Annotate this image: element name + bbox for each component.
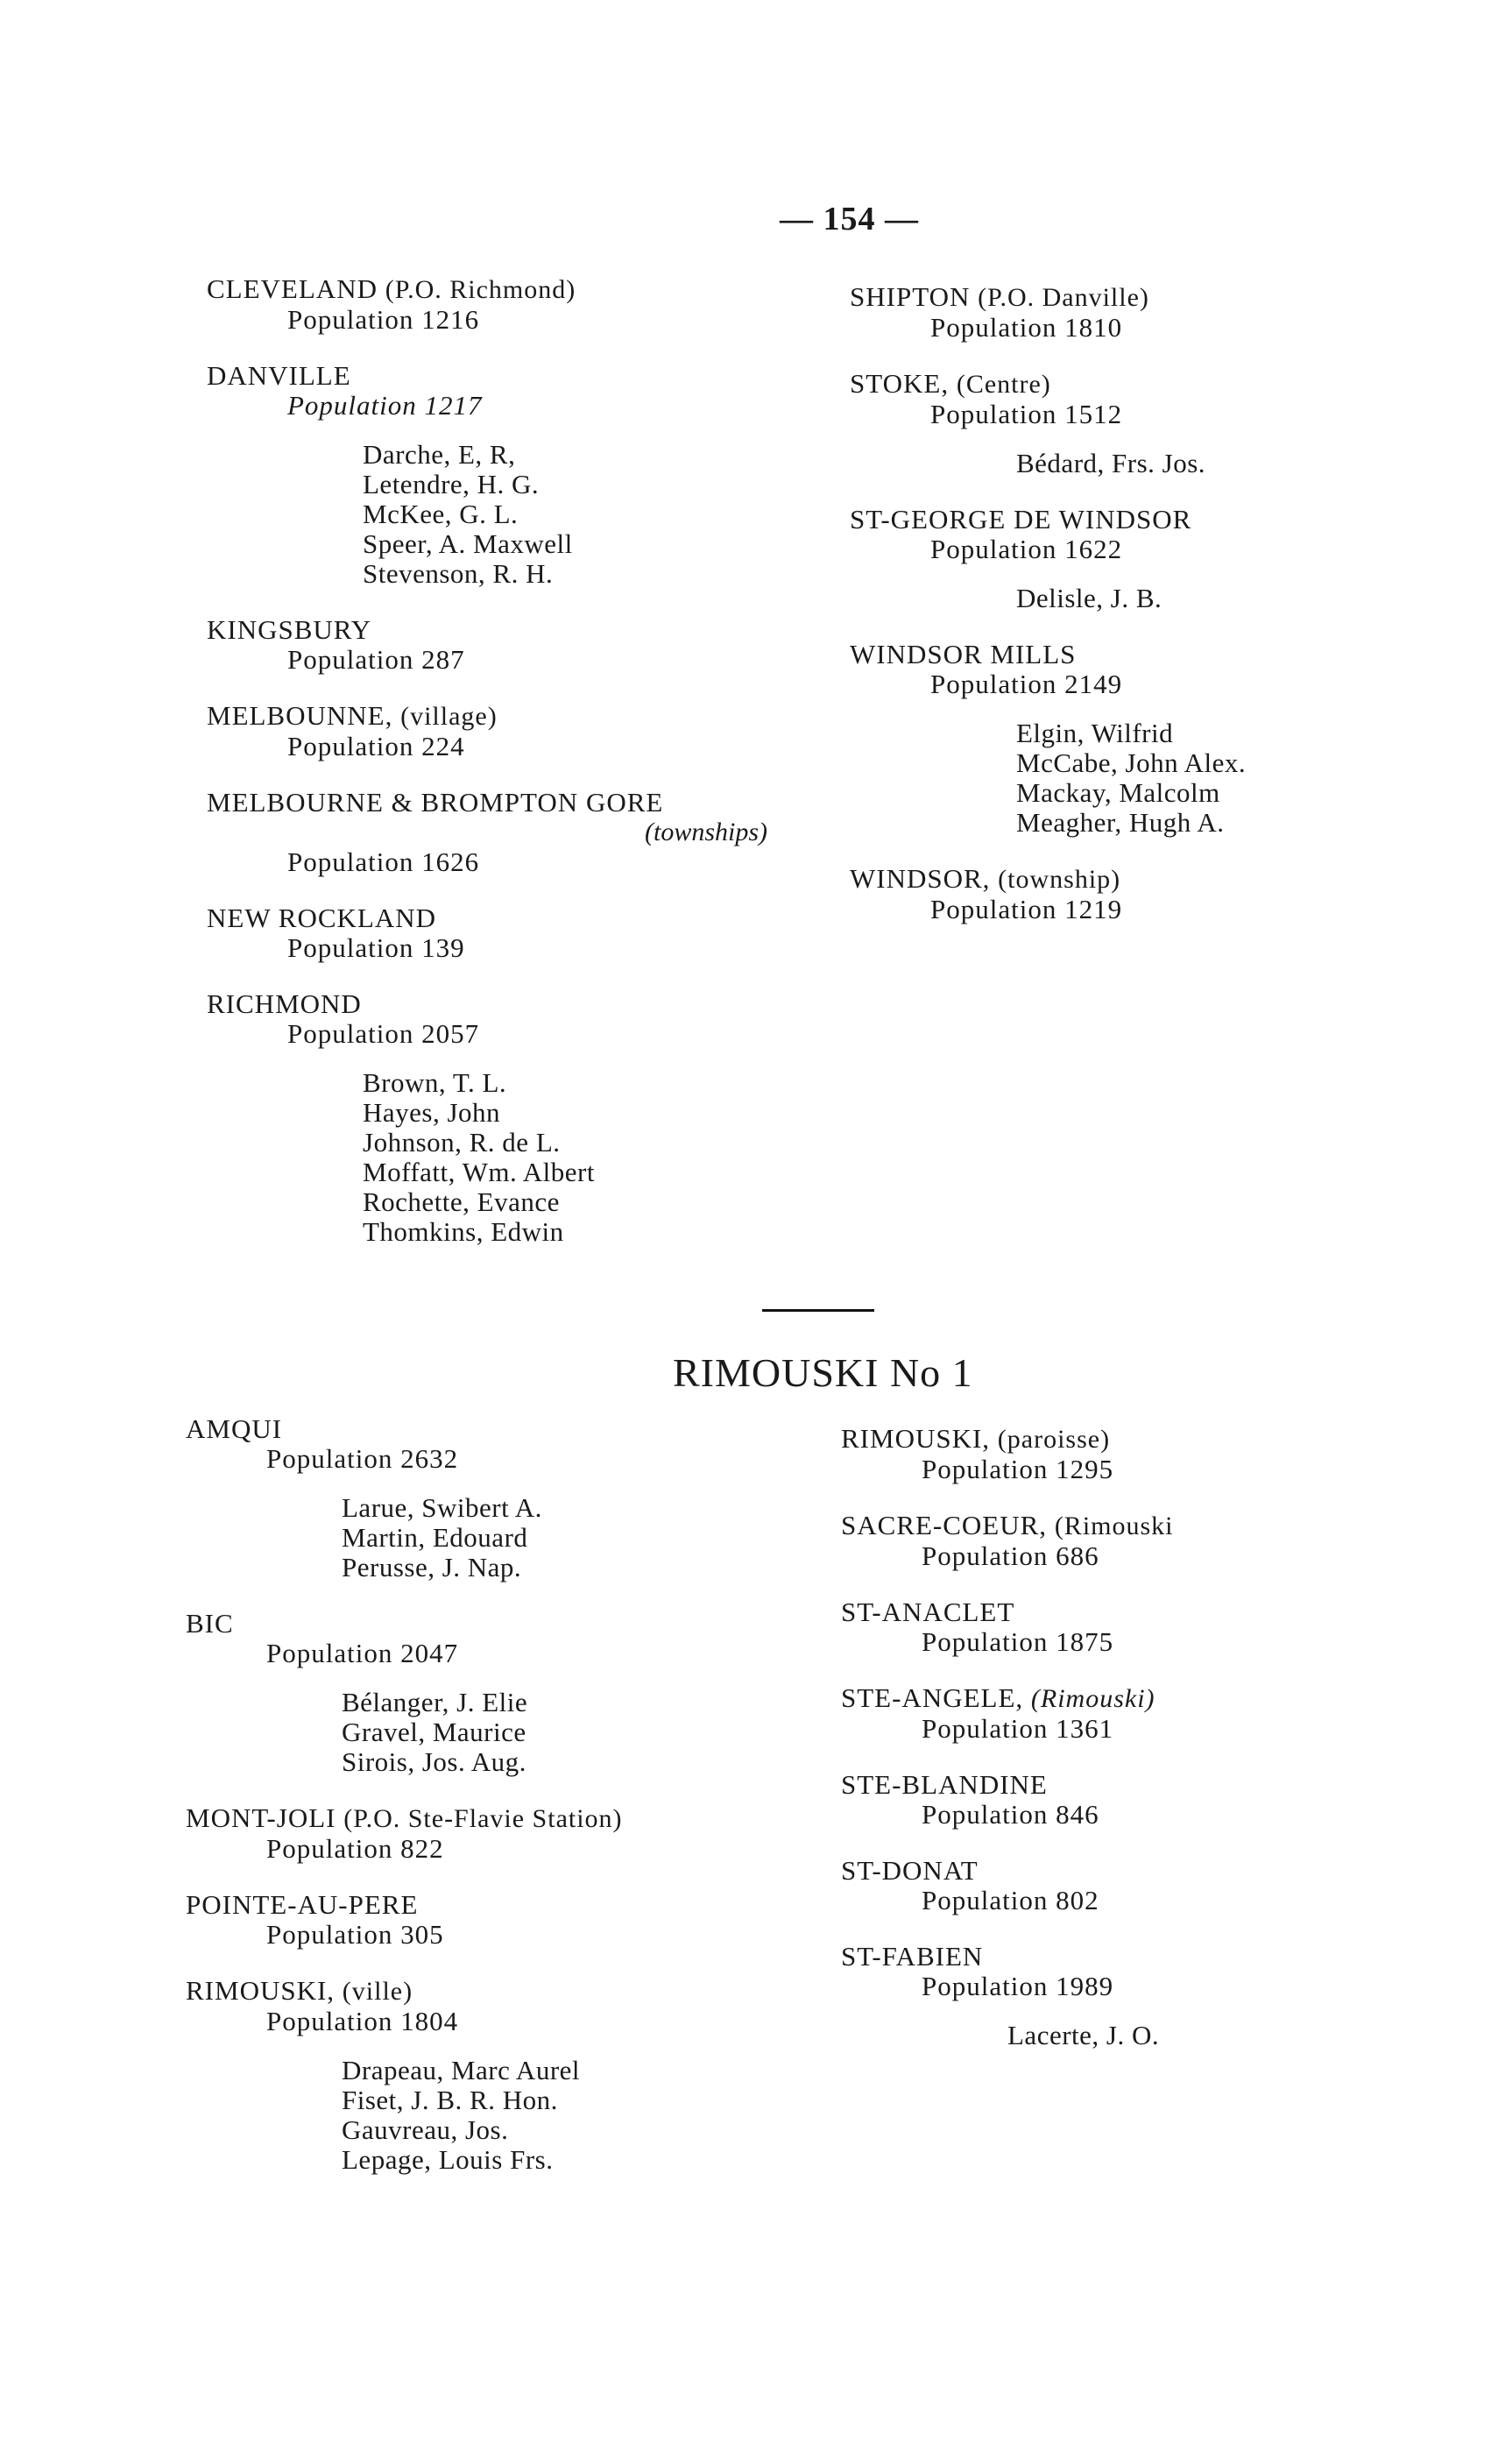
person-name: McCabe, John Alex. (1016, 747, 1247, 778)
person-name: Drapeau, Marc Aurel (342, 2055, 581, 2085)
population-line: Population 822 (266, 1833, 444, 1864)
population-line: Population 224 (287, 731, 465, 761)
locality-name: ST-DONAT (841, 1855, 979, 1886)
locality-entry (207, 615, 873, 675)
population-line: Population 1804 (266, 2006, 459, 2036)
person-list (186, 2056, 851, 2175)
locality-entry (207, 274, 873, 335)
population-line: Population 1361 (922, 1713, 1114, 1744)
population-line: Population 1217 (287, 390, 483, 421)
locality-name: SHIPTON (850, 281, 971, 312)
locality-entry (841, 1683, 1491, 1744)
locality-qualifier: (paroisse) (997, 1425, 1111, 1454)
column-bottom-left (186, 1414, 851, 2201)
population-line: Population 2047 (266, 1638, 459, 1668)
person-name: Bédard, Frs. Jos. (1016, 448, 1206, 478)
locality-entry (207, 989, 873, 1247)
locality-name: STE-ANGELE, (841, 1682, 1024, 1713)
locality-name-line (841, 1597, 1491, 1627)
locality-note: (townships) (645, 818, 768, 846)
locality-name: BIC (186, 1608, 234, 1639)
population-line: Population 1810 (930, 312, 1123, 343)
locality-qualifier: (P.O. Richmond) (385, 275, 576, 304)
locality-name-line (186, 1890, 851, 1920)
locality-entry (186, 1890, 851, 1950)
locality-name: RIMOUSKI, (186, 1975, 336, 2006)
locality-entry (207, 903, 873, 963)
locality-entry (841, 1424, 1491, 1484)
locality-name: SACRE-COEUR, (841, 1510, 1048, 1540)
section-title: RIMOUSKI No 1 (673, 1350, 973, 1395)
locality-entry (207, 788, 873, 877)
person-name: Brown, T. L. (363, 1067, 507, 1098)
locality-entry (841, 1770, 1491, 1830)
column-top-left (207, 274, 873, 1273)
population-line: Population 1989 (922, 1971, 1114, 2001)
locality-name-line (841, 1424, 1491, 1455)
locality-name-line (207, 903, 873, 933)
population-line: Population 287 (287, 644, 465, 675)
locality-name-line (850, 282, 1491, 313)
locality-entry (186, 1414, 851, 1582)
population-line: Population 1875 (922, 1626, 1114, 1657)
person-name: Lacerte, J. O. (1007, 2020, 1160, 2050)
locality-name: STE-BLANDINE (841, 1769, 1048, 1800)
person-name: Darche, E, R, (363, 439, 516, 470)
locality-name: RICHMOND (207, 988, 362, 1019)
locality-qualifier: (Rimouski) (1030, 1684, 1155, 1713)
locality-qualifier: (township) (998, 865, 1121, 894)
locality-name-line (186, 1414, 851, 1444)
population-line: Population 1622 (930, 534, 1123, 564)
person-name: Moffatt, Wm. Albert (363, 1157, 595, 1187)
locality-qualifier: (Rimouski (1054, 1512, 1174, 1540)
person-list (850, 584, 1491, 613)
section-divider (762, 1309, 874, 1312)
person-name: Elgin, Wilfrid (1016, 718, 1174, 748)
person-name: Bélanger, J. Elie (342, 1687, 528, 1717)
column-top-right (850, 282, 1491, 951)
person-list (186, 1493, 851, 1582)
person-list (186, 1688, 851, 1777)
locality-name-line (850, 505, 1491, 535)
locality-name-line (207, 274, 873, 305)
locality-entry (207, 701, 873, 761)
person-name: Rochette, Evance (363, 1186, 560, 1217)
locality-name: ST-FABIEN (841, 1941, 984, 1972)
locality-entry (186, 1976, 851, 2175)
population-line: Population 1626 (287, 846, 480, 877)
locality-entry (207, 361, 873, 589)
locality-name-line (207, 615, 873, 645)
locality-name-line (207, 701, 873, 732)
population-line: Population 2149 (930, 669, 1123, 699)
person-name: Thomkins, Edwin (363, 1216, 564, 1247)
locality-qualifier: (Centre) (956, 370, 1051, 399)
locality-name-line (207, 361, 873, 391)
locality-name-line (207, 989, 873, 1019)
person-name: Letendre, H. G. (363, 469, 540, 499)
locality-name: NEW ROCKLAND (207, 903, 436, 933)
locality-qualifier: (village) (400, 702, 498, 731)
person-name: Meagher, Hugh A. (1016, 807, 1225, 838)
locality-name: ST-GEORGE DE WINDSOR (850, 504, 1192, 535)
person-name: Perusse, J. Nap. (342, 1552, 522, 1582)
locality-name: RIMOUSKI, (841, 1423, 991, 1454)
locality-qualifier: (P.O. Ste-Flavie Station) (343, 1804, 623, 1833)
person-name: Stevenson, R. H. (363, 558, 554, 589)
person-name: Gauvreau, Jos. (342, 2114, 509, 2145)
person-name: Sirois, Jos. Aug. (342, 1746, 526, 1777)
person-name: Fiset, J. B. R. Hon. (342, 2085, 558, 2115)
population-line: Population 846 (922, 1799, 1099, 1830)
population-line: Population 305 (266, 1919, 444, 1950)
person-list (207, 1068, 873, 1247)
population-line: Population 139 (287, 932, 465, 963)
person-list (207, 440, 873, 589)
locality-name: KINGSBURY (207, 614, 372, 645)
page-number: — 154 — (780, 201, 919, 237)
population-line: Population 1216 (287, 304, 480, 335)
person-list (850, 719, 1491, 838)
person-name: Lepage, Louis Frs. (342, 2144, 554, 2175)
locality-name-line (850, 640, 1491, 669)
population-line: Population 2632 (266, 1443, 459, 1474)
population-line: Population 2057 (287, 1018, 480, 1049)
locality-entry (850, 369, 1491, 478)
locality-name: DANVILLE (207, 360, 351, 391)
locality-entry (841, 1942, 1491, 2050)
population-line: Population 1295 (922, 1454, 1114, 1484)
population-line: Population 686 (922, 1540, 1099, 1571)
locality-entry (850, 505, 1491, 613)
locality-name: CLEVELAND (207, 273, 378, 304)
population-line: Population 802 (922, 1885, 1099, 1915)
locality-entry (850, 864, 1491, 924)
locality-entry (186, 1803, 851, 1864)
locality-name: WINDSOR, (850, 863, 991, 894)
locality-name: MELBOUNNE, (207, 700, 393, 731)
locality-name-line (207, 788, 873, 818)
person-name: Larue, Swibert A. (342, 1492, 542, 1523)
locality-name: STOKE, (850, 368, 950, 399)
person-list (850, 449, 1491, 478)
person-name: Delisle, J. B. (1016, 583, 1162, 613)
population-line: Population 1512 (930, 399, 1123, 429)
locality-name-line (841, 1511, 1491, 1541)
locality-name-line (841, 1770, 1491, 1800)
locality-name: ST-ANACLET (841, 1597, 1015, 1627)
person-name: Mackay, Malcolm (1016, 777, 1220, 808)
locality-qualifier: (P.O. Danville) (978, 283, 1149, 312)
column-bottom-right (841, 1424, 1491, 2077)
person-name: Speer, A. Maxwell (363, 528, 573, 559)
locality-qualifier: (ville) (342, 1977, 413, 2006)
locality-name: POINTE-AU-PERE (186, 1889, 419, 1920)
locality-name-line (850, 864, 1491, 895)
population-line: Population 1219 (930, 894, 1123, 924)
person-list (841, 2021, 1491, 2050)
person-name: McKee, G. L. (363, 499, 519, 529)
person-name: Johnson, R. de L. (363, 1127, 561, 1158)
locality-name-line (841, 1942, 1491, 1972)
locality-entry (841, 1856, 1491, 1915)
locality-name-line (186, 1803, 851, 1834)
locality-entry (841, 1597, 1491, 1657)
locality-name: AMQUI (186, 1413, 283, 1444)
locality-name-line (841, 1856, 1491, 1886)
locality-name: WINDSOR MILLS (850, 639, 1077, 669)
locality-name-line (186, 1976, 851, 2007)
locality-name-line (850, 369, 1491, 400)
locality-name-line (186, 1609, 851, 1639)
person-name: Gravel, Maurice (342, 1717, 526, 1747)
locality-name-line (841, 1683, 1491, 1714)
locality-name: MONT-JOLI (186, 1802, 336, 1833)
person-name: Martin, Edouard (342, 1522, 528, 1553)
locality-name: MELBOURNE & BROMPTON GORE (207, 787, 664, 818)
locality-entry (186, 1609, 851, 1777)
locality-entry (850, 640, 1491, 838)
person-name: Hayes, John (363, 1097, 501, 1128)
locality-entry (841, 1511, 1491, 1571)
locality-entry (850, 282, 1491, 343)
